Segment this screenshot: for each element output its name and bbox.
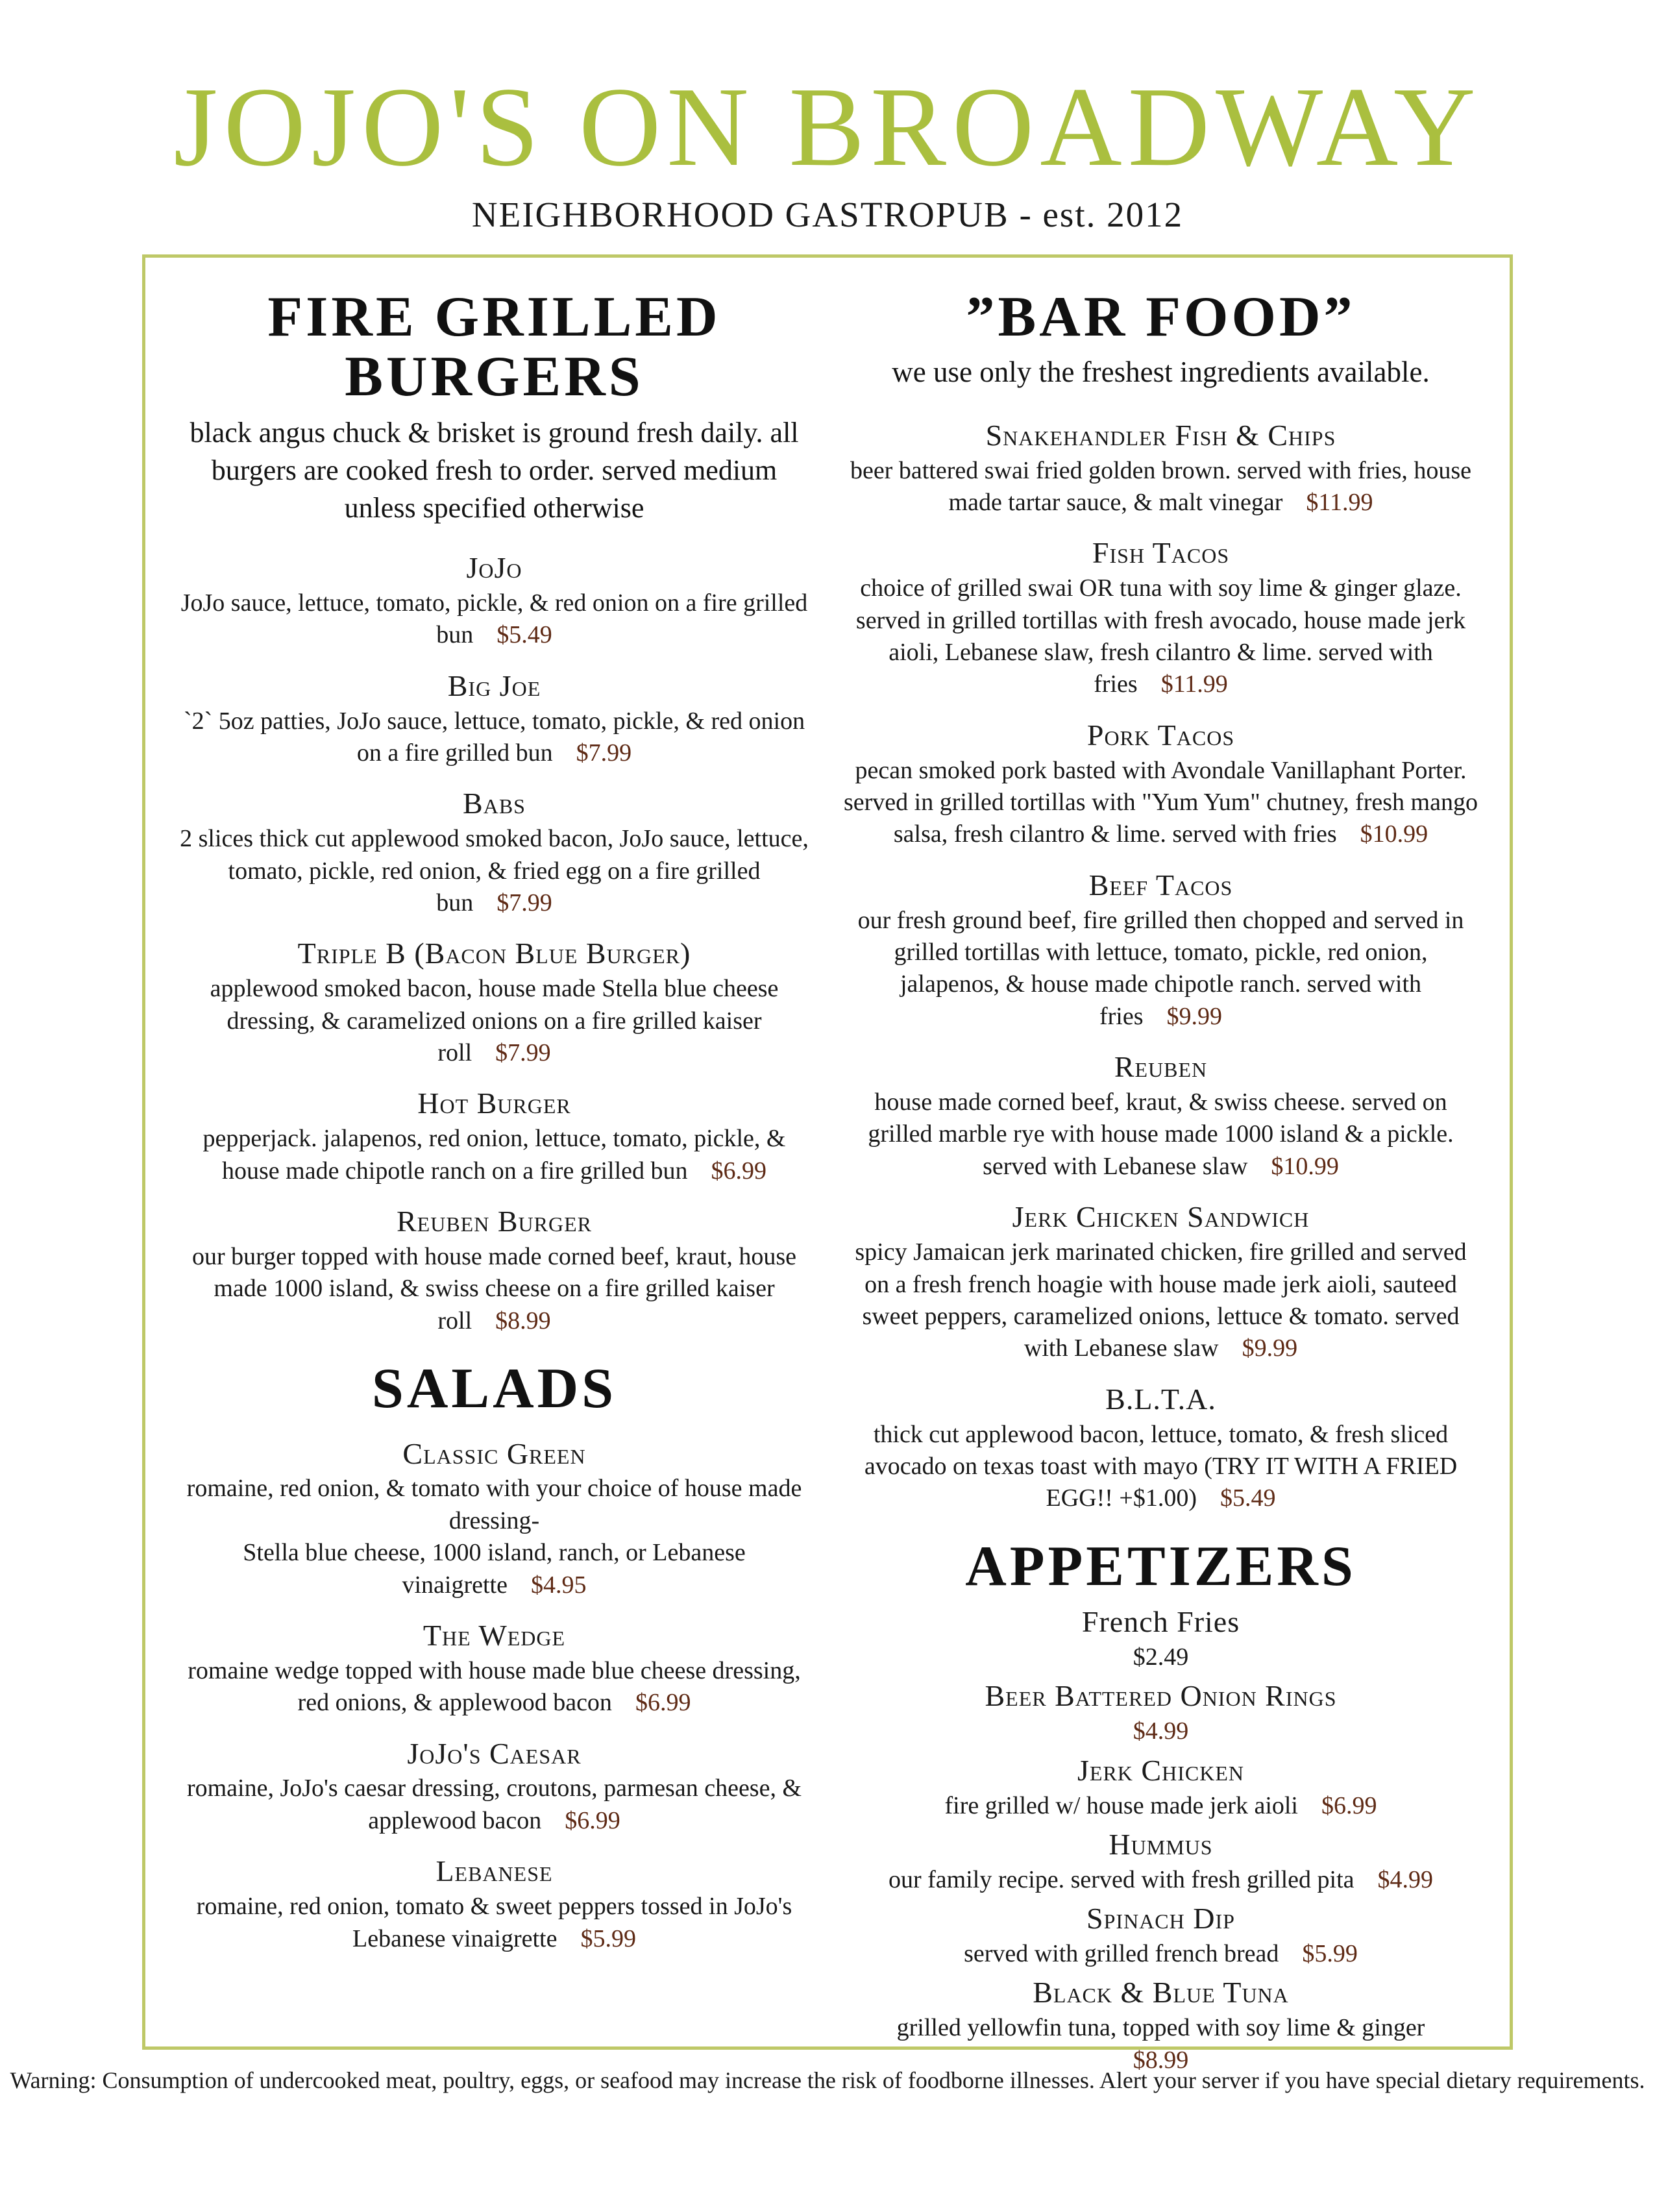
appetizers-list — [842, 1603, 1480, 2076]
menu-item-classic-green — [175, 1435, 813, 1601]
item-price: $6.99 — [565, 1806, 620, 1834]
item-price: $9.99 — [1242, 1334, 1298, 1362]
item-price: $7.99 — [496, 889, 552, 916]
item-desc — [842, 455, 1480, 519]
column-left — [161, 288, 828, 2046]
menu-item-big-joe — [175, 667, 813, 770]
section-header-bar-food: ”BAR FOOD” — [966, 286, 1356, 349]
item-name: Beef Tacos — [1088, 868, 1233, 902]
item-name: Babs — [463, 787, 526, 820]
item-price: $7.99 — [576, 739, 632, 767]
menu-item-triple-b — [175, 935, 813, 1069]
item-desc-text: pepperjack. jalapenos, red onion, lettuce, tomato, pickle, & house made chipotle ranch on a fire grilled bun — [202, 1125, 786, 1185]
menu-item-fish-and-chips — [842, 417, 1480, 519]
item-desc-text: house made corned beef, kraut, & swiss cheese. served on grilled marble rye with house made 1000 island & a pickle. served with Lebanese slaw — [868, 1088, 1454, 1180]
section-header-salads: SALADS — [371, 1357, 617, 1421]
bar-food-tagline: we use only the freshest ingredients available. — [892, 356, 1430, 389]
item-desc — [842, 905, 1480, 1033]
menu-item-pork-tacos — [842, 717, 1480, 851]
item-desc — [175, 823, 813, 919]
menu-item-blta — [842, 1381, 1480, 1515]
item-desc-text: thick cut applewood bacon, lettuce, tomato, & fresh sliced avocado on texas toast with mayo (TRY IT WITH A FRIED EGG!! +$1.00) — [864, 1420, 1458, 1512]
menu-item-beef-tacos — [842, 866, 1480, 1033]
item-desc — [175, 587, 813, 652]
burgers-intro: black angus chuck & brisket is ground fresh daily. all burgers are cooked fresh to order. served medium unless specified otherwise — [190, 416, 799, 524]
item-desc-text: romaine, JoJo's caesar dressing, croutons, parmesan cheese, & applewood bacon — [186, 1775, 802, 1834]
item-desc — [175, 1891, 813, 1955]
item-desc — [842, 572, 1480, 701]
item-name: B.L.T.A. — [1105, 1382, 1216, 1416]
menu-item-lebanese-salad — [175, 1852, 813, 1955]
section-header-burgers — [175, 288, 813, 408]
item-price: $8.99 — [495, 1307, 551, 1334]
item-name: Black & Blue Tuna — [1033, 1976, 1289, 2009]
item-desc — [842, 1419, 1480, 1515]
menu-item-french-fries — [842, 1603, 1480, 1673]
item-price: $4.95 — [530, 1571, 587, 1599]
menu-item-jerk-chicken — [842, 1752, 1480, 1822]
item-name: Spinach Dip — [1086, 1902, 1235, 1936]
item-desc-text: 2 slices thick cut applewood smoked bacon, JoJo sauce, lettuce, tomato, pickle, red onion, & fried egg on a fire grilled bun — [180, 825, 809, 916]
item-desc: grilled yellowfin tuna, topped with soy lime & ginger — [896, 2014, 1425, 2042]
menu-item-jojos-caesar — [175, 1735, 813, 1837]
item-price: $8.99 — [1133, 2046, 1189, 2074]
item-price: $6.99 — [635, 1689, 691, 1717]
item-price: $4.99 — [1133, 1717, 1189, 1745]
item-name: Triple B (Bacon Blue Burger) — [297, 937, 691, 970]
menu-item-babs — [175, 785, 813, 919]
page-title: JOJO'S ON BROADWAY — [173, 64, 1482, 190]
menu-border-box — [142, 254, 1513, 2074]
item-price: $6.99 — [711, 1157, 767, 1185]
item-desc: romaine, red onion, & tomato with your choice of house made dressing- — [186, 1475, 802, 1534]
item-desc-text: romaine wedge topped with house made blue cheese dressing, red onions, & applewood bacon — [188, 1656, 801, 1717]
item-desc-text: Stella blue cheese, 1000 island, ranch, or Lebanese vinaigrette — [243, 1539, 746, 1599]
item-price: $10.99 — [1360, 820, 1428, 848]
item-desc-text: JoJo sauce, lettuce, tomato, pickle, & red onion on a fire grilled bun — [180, 589, 808, 649]
item-desc-text: pecan smoked pork basted with Avondale Vanillaphant Porter. served in grilled tortillas with "Yum Yum" chutney, fresh mango salsa, fresh cilantro & lime. served with fries — [844, 756, 1478, 848]
menu-item-jojo — [175, 549, 813, 652]
menu-item-jerk-chicken-sandwich — [842, 1198, 1480, 1364]
item-desc — [175, 1773, 813, 1837]
item-desc-text: choice of grilled swai OR tuna with soy lime & ginger glaze. served in grilled tortillas with fresh avocado, house made jerk aioli, Lebanese slaw, fresh cilantro & lime. served with fries — [855, 574, 1466, 698]
item-name: Reuben Burger — [397, 1205, 592, 1238]
item-name: Pork Tacos — [1086, 718, 1235, 752]
item-desc — [842, 1864, 1480, 1896]
item-price: $7.99 — [495, 1039, 551, 1067]
menu-item-hot-burger — [175, 1085, 813, 1187]
item-price: $2.49 — [1133, 1643, 1189, 1671]
item-price: $11.99 — [1306, 488, 1373, 516]
item-price: $5.49 — [1220, 1484, 1276, 1512]
item-name: Hot Burger — [417, 1087, 571, 1120]
item-desc — [842, 1236, 1480, 1365]
item-desc-text: `2` 5oz patties, JoJo sauce, lettuce, tomato, pickle, & red onion on a fire grilled bun — [183, 707, 805, 767]
item-desc — [842, 1938, 1480, 1970]
item-desc-text: applewood smoked bacon, house made Stella blue cheese dressing, & caramelized onions on a fire grilled kaiser roll — [210, 975, 779, 1067]
item-name: Fish Tacos — [1092, 536, 1230, 570]
burgers-header-line2: BURGERS — [345, 345, 644, 409]
item-name: Big Joe — [447, 669, 541, 702]
item-desc-text: our family recipe. served with fresh grilled pita — [888, 1865, 1355, 1893]
item-desc — [842, 755, 1480, 851]
footer-warning: Warning: Consumption of undercooked meat, poultry, eggs, or seafood may increase the risk of foodborne illnesses. Alert your server if you have special dietary requirements. — [10, 2067, 1645, 2093]
item-name: Beer Battered Onion Rings — [985, 1679, 1337, 1713]
item-name: Hummus — [1109, 1827, 1213, 1861]
page-subtitle: NEIGHBORHOOD GASTROPUB - est. 2012 — [471, 195, 1184, 234]
item-desc-text: beer battered swai fried golden brown. served with fries, house made tartar sauce, & malt vinegar — [850, 456, 1472, 516]
item-desc — [175, 1655, 813, 1719]
item-price: $5.99 — [1302, 1940, 1358, 1968]
menu-item-onion-rings — [842, 1677, 1480, 1747]
menu-item-reuben-burger — [175, 1203, 813, 1337]
item-name: The Wedge — [423, 1618, 566, 1652]
menu-item-the-wedge — [175, 1617, 813, 1719]
item-name: JoJo's Caesar — [407, 1736, 582, 1770]
item-desc — [175, 1123, 813, 1187]
item-desc — [842, 1790, 1480, 1822]
item-desc — [175, 706, 813, 770]
item-desc-text: served with grilled french bread — [964, 1940, 1279, 1968]
item-name: Lebanese — [435, 1854, 553, 1888]
item-desc-text: our fresh ground beef, fire grilled then chopped and served in grilled tortillas with lettuce, tomato, pickle, red onion, jalapenos, & house made chipotle ranch. served with fries — [857, 906, 1464, 1030]
menu-item-fish-tacos — [842, 534, 1480, 700]
item-name: Classic Green — [402, 1436, 586, 1470]
menu-item-hummus — [842, 1826, 1480, 1896]
menu-item-spinach-dip — [842, 1900, 1480, 1970]
item-price: $6.99 — [1321, 1791, 1377, 1819]
column-right — [828, 286, 1494, 2074]
menu-item-reuben — [842, 1048, 1480, 1183]
item-price: $10.99 — [1271, 1152, 1339, 1180]
item-name: Jerk Chicken — [1077, 1753, 1244, 1787]
item-name: French Fries — [1081, 1605, 1240, 1639]
section-header-appetizers: APPETIZERS — [965, 1534, 1356, 1598]
item-desc — [842, 1087, 1480, 1183]
item-name: Snakehandler Fish & Chips — [985, 418, 1336, 452]
item-name: Jerk Chicken Sandwich — [1012, 1200, 1310, 1234]
burgers-header-line1: FIRE GRILLED — [267, 286, 721, 349]
item-price: $5.99 — [580, 1924, 636, 1952]
item-desc — [175, 1241, 813, 1337]
item-name: Reuben — [1114, 1050, 1208, 1084]
item-desc-text: romaine, red onion, tomato & sweet peppers tossed in JoJo's Lebanese vinaigrette — [196, 1893, 792, 1952]
menu-item-black-blue-tuna — [842, 1974, 1480, 2076]
item-desc-line2 — [175, 1537, 813, 1601]
item-desc-text: our burger topped with house made corned beef, kraut, house made 1000 island, & swiss cheese on a fire grilled kaiser roll — [191, 1242, 797, 1334]
item-desc-text: fire grilled w/ house made jerk aioli — [944, 1791, 1298, 1819]
item-name: JoJo — [466, 551, 522, 585]
item-desc-text: spicy Jamaican jerk marinated chicken, fire grilled and served on a fresh french hoagie with house made jerk aioli, sauteed sweet peppers, caramelized onions, lettuce & tomato. served with Lebanese slaw — [855, 1238, 1467, 1362]
item-price: $11.99 — [1160, 670, 1228, 698]
item-desc — [175, 973, 813, 1069]
item-price: $5.49 — [496, 621, 552, 649]
item-price: $9.99 — [1166, 1002, 1223, 1030]
item-price: $4.99 — [1377, 1865, 1434, 1893]
